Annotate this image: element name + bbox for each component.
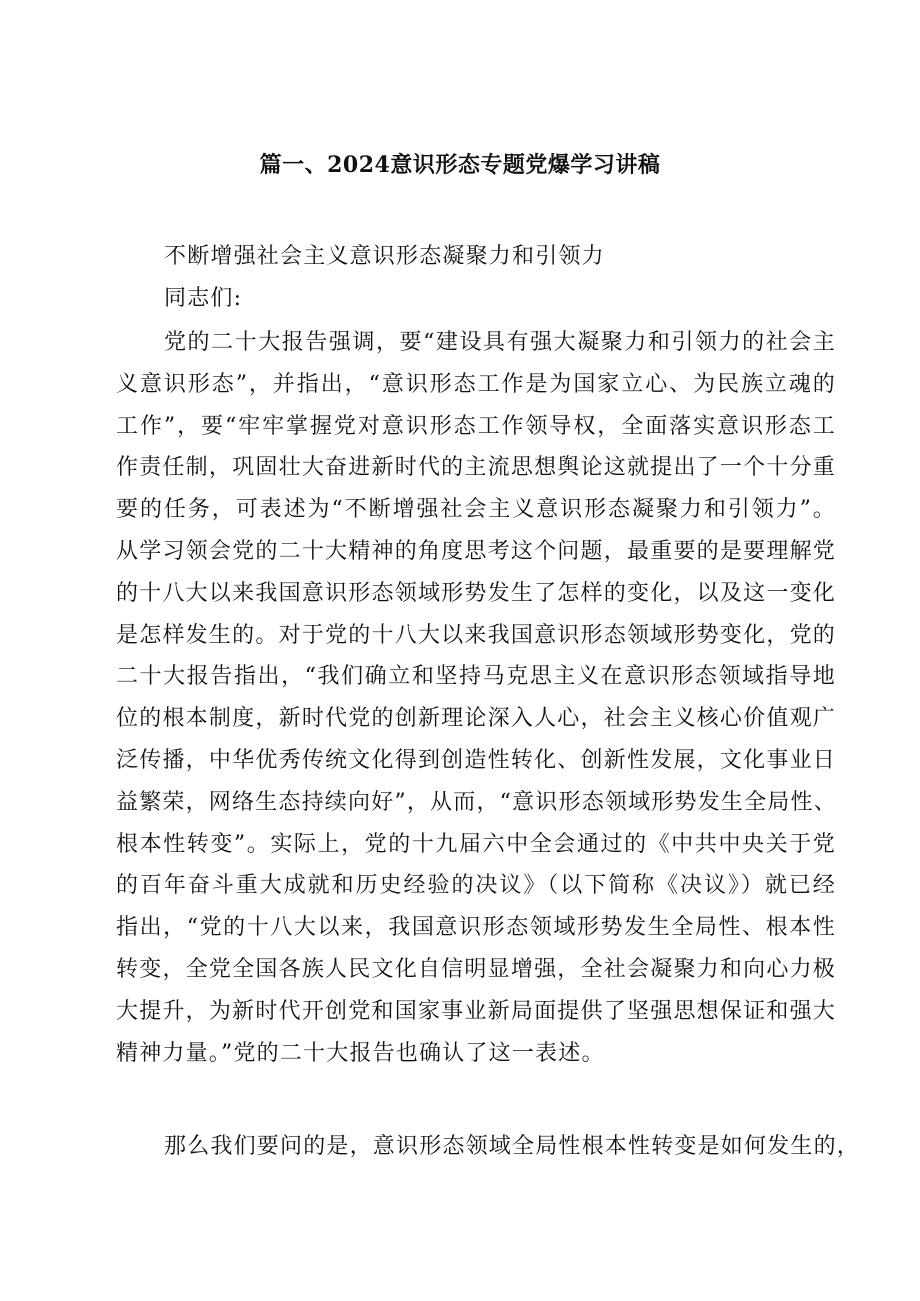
paragraph-1-line: 转变，全党全国各族人民文化自信明显增强，全社会凝聚力和向心力极 bbox=[116, 956, 836, 982]
paragraph-1 bbox=[116, 322, 836, 1074]
paragraph-1-line: 是怎样发生的。对于党的十八大以来我国意识形态领域形势变化，党的 bbox=[116, 622, 836, 648]
paragraph-1-line: 二十大报告指出，“我们确立和坚持马克思主义在意识形态领域指导地 bbox=[116, 664, 836, 690]
paragraph-1-line: 义意识形态”，并指出，“意识形态工作是为国家立心、为民族立魂的 bbox=[116, 371, 836, 397]
paragraph-1-line: 大提升，为新时代开创党和国家事业新局面提供了坚强思想保证和强大 bbox=[116, 998, 836, 1024]
paragraph-1-line: 位的根本制度，新时代党的创新理论深入人心，社会主义核心价值观广 bbox=[116, 706, 836, 732]
paragraph-1-line: 的百年奋斗重大成就和历史经验的决议》（以下简称《决议》）就已经 bbox=[116, 873, 836, 899]
paragraph-1-line: 作责任制，巩固壮大奋进新时代的主流思想舆论这就提出了一个十分重 bbox=[116, 455, 836, 481]
paragraph-1-line: 泛传播，中华优秀传统文化得到创造性转化、创新性发展，文化事业日 bbox=[116, 747, 836, 773]
greeting-text: 同志们: bbox=[164, 286, 243, 311]
paragraph-1-line: 根本性转变”。实际上，党的十九届六中全会通过的《中共中央关于党 bbox=[116, 831, 836, 857]
paragraph-1-line: 精神力量。”党的二十大报告也确认了这一表述。 bbox=[116, 1040, 605, 1066]
paragraph-1-line: 要的任务，可表述为“不断增强社会主义意识形态凝聚力和引领力”。 bbox=[116, 497, 836, 523]
paragraph-1-line: 从学习领会党的二十大精神的角度思考这个问题，最重要的是要理解党 bbox=[116, 538, 836, 564]
paragraph-2 bbox=[116, 1126, 861, 1168]
paragraph-1-line: 工作”，要“牢牢掌握党对意识形态工作领导权，全面落实意识形态工 bbox=[116, 413, 836, 439]
paragraph-1-line: 指出，“党的十八大以来，我国意识形态领域形势发生全局性、根本性 bbox=[116, 915, 836, 941]
paragraph-1-line: 的十八大以来我国意识形态领域形势发生了怎样的变化，以及这一变化 bbox=[116, 580, 836, 606]
document-title: 篇一、2024意识形态专题党爆学习讲稿 bbox=[259, 152, 661, 178]
paragraph-2-line: 那么我们要问的是，意识形态领域全局性根本性转变是如何发生的， bbox=[164, 1134, 861, 1159]
paragraph-1-line: 党的二十大报告强调，要“建设具有强大凝聚力和引领力的社会主 bbox=[164, 330, 836, 355]
paragraph-1-line: 益繁荣，网络生态持续向好”，从而，“意识形态领域形势发生全局性、 bbox=[116, 789, 837, 815]
speech-subtitle: 不断增强社会主义意识形态凝聚力和引领力 bbox=[164, 244, 605, 269]
